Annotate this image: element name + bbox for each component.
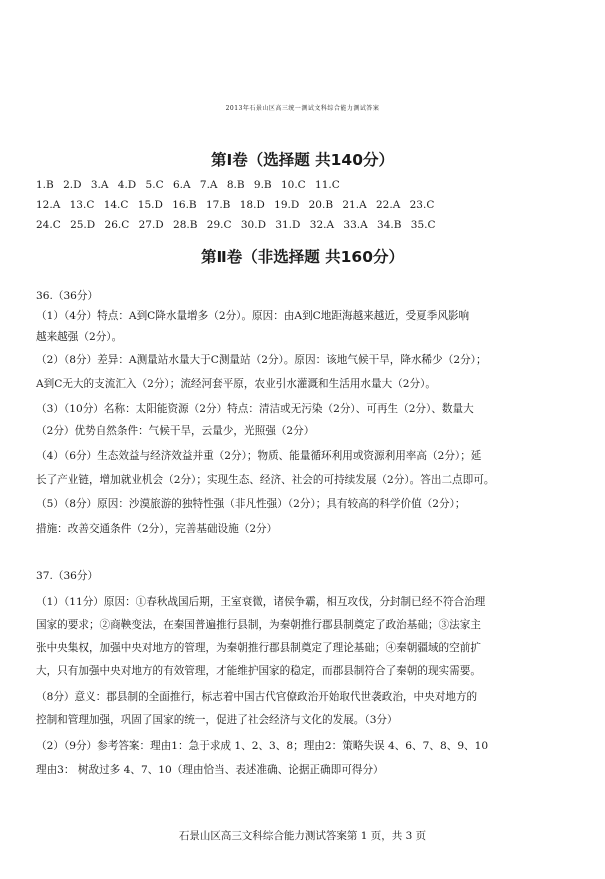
q36-line: （5）（8分）原因：沙漠旅游的独特性强（非凡性强）（2分）；具有较高的科学价值（2分）；	[36, 498, 466, 510]
q37-line: 大，只有加强中央对地方的有效管理，才能维护国家的稳定，而郡县制符合了秦朝的现实需要。	[36, 665, 481, 677]
q36-line: （3）（10分）名称：太阳能资源（2分）特点：清洁或无污染（2分）、可再生（2分）、数量大	[36, 403, 474, 415]
q36-header: 36.（36分）	[36, 290, 99, 302]
q36-line: （4）（6分）生态效益与经济效益并重（2分）；物质、能量循环利用或资源利用率高（2分）；延	[36, 450, 482, 462]
answers-row-3: 24.C 25.D 26.C 27.D 28.B 29.C 30.D 31.D 32.A 33.A 34.B 35.C	[36, 219, 436, 231]
section-2-heading: 第Ⅱ卷（非选择题 共160分）	[201, 248, 404, 266]
answers-row-2: 12.A 13.C 14.C 15.D 16.B 17.B 18.D 19.D 20.B 21.A 22.A 23.C	[36, 199, 435, 211]
q37-line: （8分）意义：郡县制的全面推行，标志着中国古代官僚政治开始取代世袭政治，中央对地方的	[36, 691, 478, 703]
q36-line: （1）（4分）特点：A到C降水量增多（2分）。原因：由A到C地距海越来越近，受夏季风影响	[36, 310, 470, 322]
q36-line: A到C无大的支流汇入（2分）；流经河套平原，农业引水灌溉和生活用水量大（2分）。	[36, 378, 437, 390]
q37-line: （2）（9分）参考答案：理由1：急于求成 1、2、3、8；理由2：策略失误 4、6、7、8、9、10	[36, 740, 489, 752]
q37-line: 国家的要求；②商鞅变法，在秦国普遍推行县制，为秦朝推行郡县制奠定了政治基础；③法家主	[36, 619, 481, 631]
page-title: 2013年石景山区高三统一测试文科综合能力测试答案	[225, 105, 380, 112]
q37-line: 理由3： 树敌过多 4、7、10（理由恰当、表述准确、论据正确即可得分）	[36, 764, 384, 776]
page-footer: 石景山区高三文科综合能力测试答案第 1 页，共 3 页	[178, 830, 427, 842]
section-1-heading: 第Ⅰ卷（选择题 共140分）	[210, 151, 395, 169]
q37-line: （1）（11分）原因：①春秋战国后期，王室衰微，诸侯争霸，相互攻伐，分封制已经不符合治理	[36, 596, 486, 608]
q36-line: 措施：改善交通条件（2分），完善基础设施（2分）	[36, 523, 278, 535]
q36-line: 长了产业链，增加就业机会（2分）；实现生态、经济、社会的可持续发展（2分）。答出二点即可。	[36, 474, 495, 486]
q36-line: （2分）优势自然条件：气候干旱，云量少，光照强（2分）	[36, 425, 315, 437]
q37-line: 控制和管理加强，巩固了国家的统一，促进了社会经济与文化的发展。（3分）	[36, 714, 398, 726]
q37-line: 张中央集权，加强中央对地方的管理，为秦朝推行郡县制奠定了理论基础；④秦朝疆域的空前扩	[36, 642, 481, 654]
q36-line: 越来越强（2分）。	[36, 331, 123, 343]
answers-row-1: 1.B 2.D 3.A 4.D 5.C 6.A 7.A 8.B 9.B 10.C 11.C	[36, 179, 340, 191]
q36-line: （2）（8分）差异：A测量站水量大于C测量站（2分）。原因：该地气候干旱，降水稀少（2分）；	[36, 354, 487, 366]
q37-header: 37.（36分）	[36, 570, 99, 582]
